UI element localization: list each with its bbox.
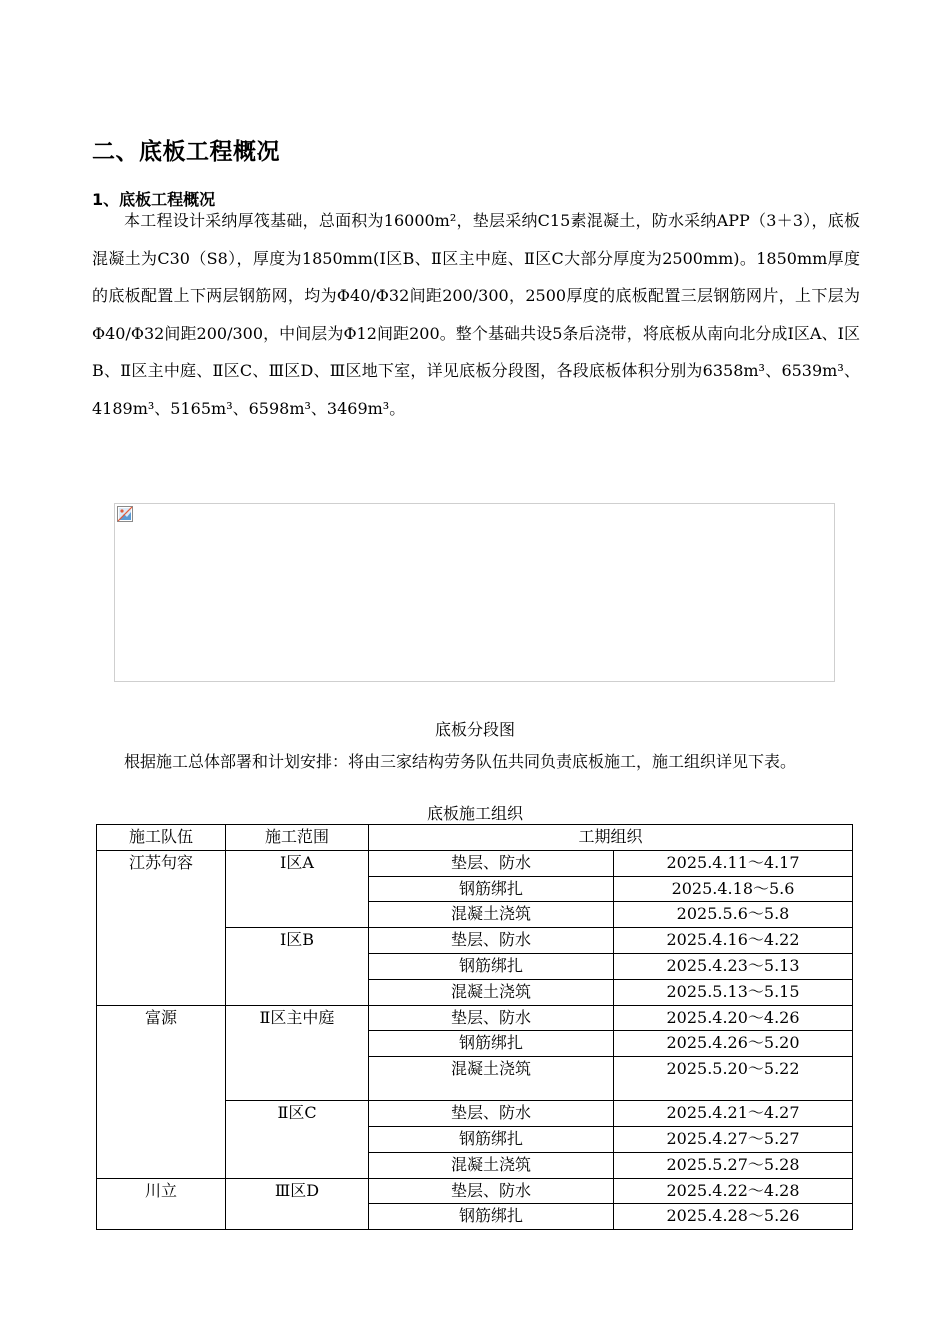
task-cell: 钢筋绑扎 [369, 1031, 614, 1057]
subsection-heading: 1、底板工程概况 [92, 190, 216, 209]
period-cell: 2025.4.16～4.22 [614, 928, 853, 954]
team-cell: 川立 [97, 1178, 226, 1230]
table-header-row [97, 825, 853, 851]
table-row [97, 1005, 853, 1031]
organization-paragraph: 根据施工总体部署和计划安排：将由三家结构劳务队伍共同负责底板施工，施工组织详见下表。 [124, 752, 797, 771]
period-cell: 2025.4.21～4.27 [614, 1101, 853, 1127]
period-cell: 2025.5.6～5.8 [614, 902, 853, 928]
task-cell: 垫层、防水 [369, 1178, 614, 1204]
task-cell: 垫层、防水 [369, 850, 614, 876]
task-cell: 垫层、防水 [369, 928, 614, 954]
header-team: 施工队伍 [97, 825, 226, 851]
task-cell: 混凝土浇筑 [369, 979, 614, 1005]
overview-paragraph: 本工程设计采纳厚筏基础，总面积为16000m²，垫层采纳C15素混凝土，防水采纳APP（3＋3），底板混凝土为C30（S8），厚度为1850mm(Ⅰ区B、Ⅱ区主中庭、Ⅱ区C大部分厚度为2500mm)。1850mm厚度的底板配置上下两层钢筋网，均为Φ40/Φ32间距200/300，2500厚度的底板配置三层钢筋网片，上下层为Φ40/Φ32间距200/300，中间层为Φ12间距200。整个基础共设5条后浇带，将底板从南向北分成Ⅰ区A、Ⅰ区B、Ⅱ区主中庭、Ⅱ区C、Ⅲ区D、Ⅲ区地下室，详见底板分段图，各段底板体积分别为6358m³、6539m³、4189m³、5165m³、6598m³、3469m³。 [92, 211, 860, 418]
zone-cell: Ⅲ区D [226, 1178, 369, 1230]
zone-cell: Ⅰ区B [226, 928, 369, 1005]
task-cell: 混凝土浇筑 [369, 1057, 614, 1101]
task-cell: 混凝土浇筑 [369, 1152, 614, 1178]
task-cell: 钢筋绑扎 [369, 953, 614, 979]
broken-image-placeholder [114, 503, 835, 682]
task-cell: 钢筋绑扎 [369, 1126, 614, 1152]
task-cell: 钢筋绑扎 [369, 1204, 614, 1230]
period-cell: 2025.4.26～5.20 [614, 1031, 853, 1057]
construction-schedule-table [96, 824, 853, 1230]
header-scope: 施工范围 [226, 825, 369, 851]
period-cell: 2025.5.27～5.28 [614, 1152, 853, 1178]
period-cell: 2025.4.20～4.26 [614, 1005, 853, 1031]
period-cell: 2025.4.18～5.6 [614, 876, 853, 902]
task-cell: 混凝土浇筑 [369, 902, 614, 928]
table-row [97, 850, 853, 876]
team-cell: 江苏句容 [97, 850, 226, 1005]
task-cell: 垫层、防水 [369, 1101, 614, 1127]
section-heading: 二、底板工程概况 [92, 139, 280, 165]
table-row [97, 1178, 853, 1204]
task-cell: 钢筋绑扎 [369, 876, 614, 902]
team-cell: 富源 [97, 1005, 226, 1178]
table-caption: 底板施工组织 [426, 804, 523, 823]
zone-cell: Ⅰ区A [226, 850, 369, 927]
period-cell: 2025.4.28～5.26 [614, 1204, 853, 1230]
period-cell: 2025.4.11～4.17 [614, 850, 853, 876]
period-cell: 2025.4.27～5.27 [614, 1126, 853, 1152]
zone-cell: Ⅱ区主中庭 [226, 1005, 369, 1101]
zone-cell: Ⅱ区C [226, 1101, 369, 1178]
header-schedule: 工期组织 [369, 825, 853, 851]
period-cell: 2025.5.20～5.22 [614, 1057, 853, 1101]
broken-image-icon [117, 506, 133, 522]
period-cell: 2025.4.23～5.13 [614, 953, 853, 979]
task-cell: 垫层、防水 [369, 1005, 614, 1031]
period-cell: 2025.4.22～4.28 [614, 1178, 853, 1204]
figure-caption: 底板分段图 [434, 720, 515, 739]
period-cell: 2025.5.13～5.15 [614, 979, 853, 1005]
